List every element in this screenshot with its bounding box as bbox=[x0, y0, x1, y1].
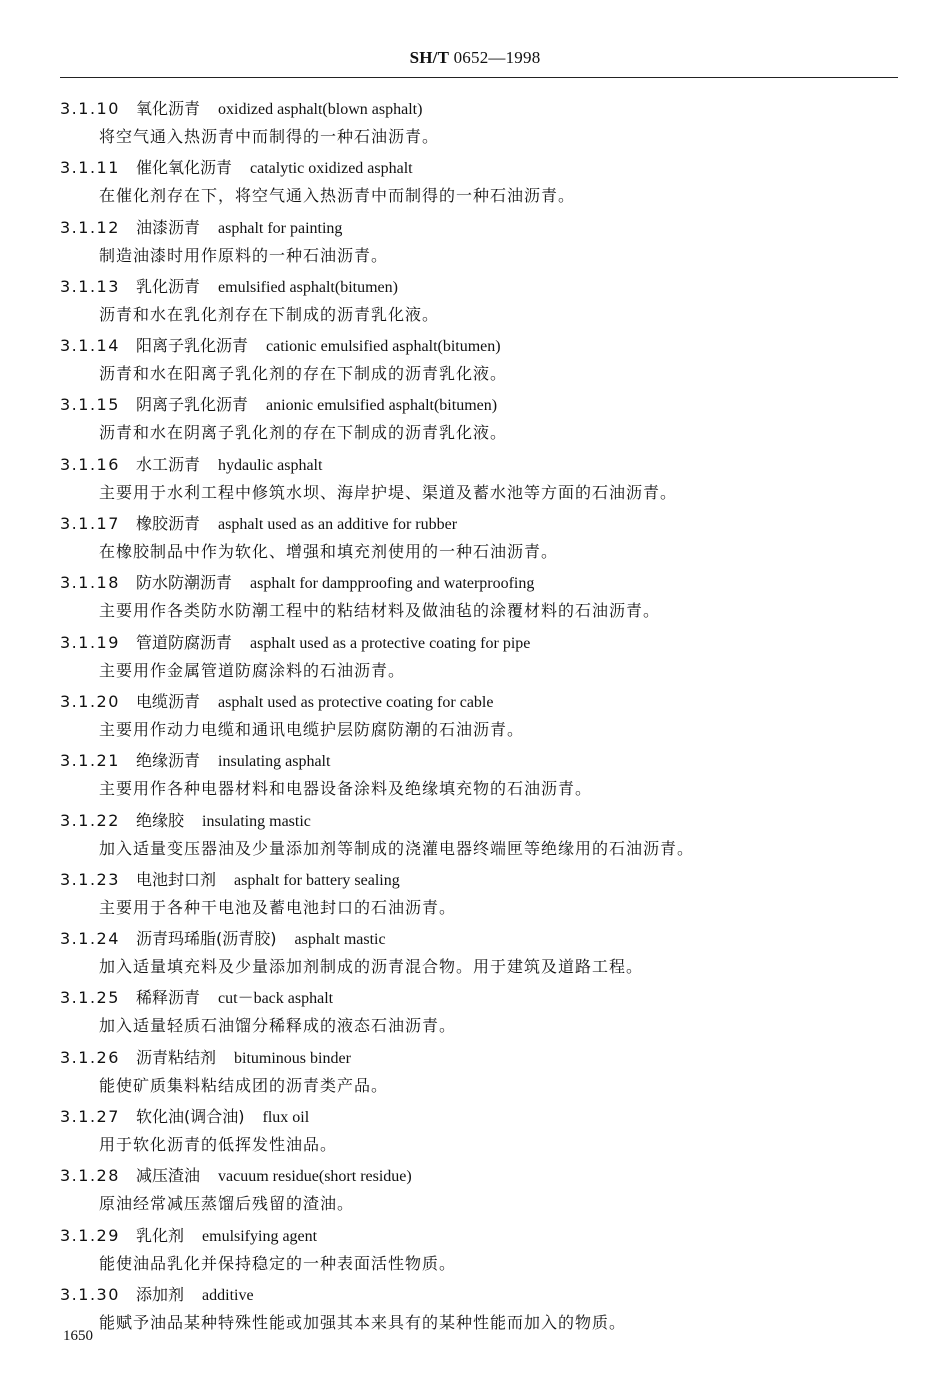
term-entry bbox=[0, 215, 950, 274]
term-number: 3.1.24 bbox=[60, 929, 120, 949]
term-line bbox=[60, 157, 413, 180]
term-chinese: 防水防潮沥青 bbox=[136, 573, 233, 593]
term-definition: 沥青和水在乳化剂存在下制成的沥青乳化液。 bbox=[99, 304, 440, 324]
term-chinese: 绝缘沥青 bbox=[136, 751, 201, 771]
term-line bbox=[60, 928, 386, 951]
page-number: 1650 bbox=[63, 1328, 93, 1344]
term-entry bbox=[0, 808, 950, 867]
term-english: flux oil bbox=[262, 1109, 310, 1127]
page-header bbox=[0, 48, 950, 68]
term-english: cationic emulsified asphalt(bitumen) bbox=[266, 338, 501, 356]
term-entry bbox=[0, 392, 950, 451]
term-english: asphalt used as an additive for rubber bbox=[218, 516, 458, 534]
term-number: 3.1.14 bbox=[60, 336, 120, 356]
term-list bbox=[0, 96, 950, 1341]
term-entry bbox=[0, 985, 950, 1044]
term-entry bbox=[0, 1104, 950, 1163]
term-line bbox=[60, 1106, 309, 1129]
term-chinese: 氧化沥青 bbox=[136, 99, 201, 118]
term-entry bbox=[0, 333, 950, 392]
term-english: insulating mastic bbox=[202, 812, 311, 830]
term-line bbox=[60, 869, 400, 892]
term-number: 3.1.16 bbox=[60, 454, 120, 474]
term-entry bbox=[0, 511, 950, 570]
term-number: 3.1.10 bbox=[60, 99, 120, 118]
term-line bbox=[60, 1225, 317, 1248]
standard-code: SH/T bbox=[409, 48, 450, 67]
standard-number: 0652—1998 bbox=[453, 48, 541, 67]
term-entry bbox=[0, 96, 950, 155]
term-line bbox=[60, 987, 333, 1010]
term-number: 3.1.13 bbox=[60, 276, 120, 296]
term-entry bbox=[0, 748, 950, 807]
term-definition: 在催化剂存在下，将空气通入热沥青中而制得的一种石油沥青。 bbox=[99, 186, 576, 206]
term-entry bbox=[0, 1045, 950, 1104]
term-definition: 能使油品乳化并保持稳定的一种表面活性物质。 bbox=[99, 1253, 457, 1273]
term-chinese: 沥青玛琋脂(沥青胶) bbox=[136, 929, 277, 949]
term-entry bbox=[0, 155, 950, 214]
term-number: 3.1.22 bbox=[60, 810, 120, 830]
term-line bbox=[60, 276, 398, 299]
term-english: insulating asphalt bbox=[218, 753, 331, 771]
term-line bbox=[60, 394, 497, 417]
term-chinese: 橡胶沥青 bbox=[136, 514, 201, 534]
term-line bbox=[60, 217, 342, 240]
term-english: vacuum residue(short residue) bbox=[218, 1168, 412, 1186]
term-chinese: 添加剂 bbox=[136, 1284, 185, 1304]
term-chinese: 催化氧化沥青 bbox=[136, 158, 233, 178]
term-line bbox=[60, 750, 330, 773]
term-chinese: 水工沥青 bbox=[136, 454, 201, 474]
term-english: asphalt for painting bbox=[218, 219, 343, 237]
term-definition: 加入适量轻质石油馏分稀释成的液态石油沥青。 bbox=[99, 1016, 457, 1036]
term-number: 3.1.11 bbox=[60, 158, 120, 178]
term-definition: 主要用作金属管道防腐涂料的石油沥青。 bbox=[99, 660, 406, 680]
term-english: emulsified asphalt(bitumen) bbox=[218, 278, 398, 296]
term-definition: 沥青和水在阴离子乳化剂的存在下制成的沥青乳化液。 bbox=[99, 423, 508, 443]
term-chinese: 阴离子乳化沥青 bbox=[136, 395, 249, 415]
term-english: catalytic oxidized asphalt bbox=[250, 160, 413, 178]
term-definition: 主要用于各种干电池及蓄电池封口的石油沥青。 bbox=[99, 897, 457, 917]
term-definition: 用于软化沥青的低挥发性油品。 bbox=[99, 1135, 338, 1155]
term-line bbox=[60, 810, 311, 833]
term-entry bbox=[0, 452, 950, 511]
term-english: bituminous binder bbox=[234, 1049, 351, 1067]
header-rule bbox=[60, 77, 898, 78]
term-definition: 加入适量变压器油及少量添加剂等制成的浇灌电器终端匣等绝缘用的石油沥青。 bbox=[99, 838, 695, 858]
term-definition: 将空气通入热沥青中而制得的一种石油沥青。 bbox=[99, 127, 440, 146]
term-chinese: 稀释沥青 bbox=[136, 988, 201, 1008]
term-line bbox=[60, 98, 422, 121]
term-number: 3.1.21 bbox=[60, 751, 120, 771]
term-chinese: 乳化沥青 bbox=[136, 276, 201, 296]
term-number: 3.1.30 bbox=[60, 1284, 120, 1304]
term-entry bbox=[0, 926, 950, 985]
term-number: 3.1.17 bbox=[60, 514, 120, 534]
term-chinese: 软化油(调合油) bbox=[136, 1107, 245, 1127]
term-english: additive bbox=[202, 1286, 254, 1304]
term-number: 3.1.19 bbox=[60, 632, 120, 652]
term-english: asphalt used as a protective coating for pipe bbox=[250, 634, 531, 652]
term-definition: 原油经常减压蒸馏后残留的渣油。 bbox=[99, 1194, 355, 1214]
term-number: 3.1.28 bbox=[60, 1166, 120, 1186]
term-number: 3.1.23 bbox=[60, 869, 120, 889]
term-entry bbox=[0, 274, 950, 333]
term-english: oxidized asphalt(blown asphalt) bbox=[218, 101, 423, 118]
term-english: asphalt used as protective coating for cable bbox=[218, 693, 494, 711]
term-entry bbox=[0, 689, 950, 748]
term-line bbox=[60, 335, 501, 358]
term-entry bbox=[0, 867, 950, 926]
term-line bbox=[60, 572, 534, 595]
term-line bbox=[60, 454, 322, 477]
term-number: 3.1.12 bbox=[60, 217, 120, 237]
term-entry bbox=[0, 630, 950, 689]
term-chinese: 减压渣油 bbox=[136, 1166, 201, 1186]
term-number: 3.1.15 bbox=[60, 395, 120, 415]
term-entry bbox=[0, 1223, 950, 1282]
term-number: 3.1.26 bbox=[60, 1047, 120, 1067]
term-english: anionic emulsified asphalt(bitumen) bbox=[266, 397, 498, 415]
term-number: 3.1.29 bbox=[60, 1225, 120, 1245]
term-definition: 主要用作各类防水防潮工程中的粘结材料及做油毡的涂覆材料的石油沥青。 bbox=[99, 601, 661, 621]
term-definition: 能赋予油品某种特殊性能或加强其本来具有的某种性能而加入的物质。 bbox=[99, 1312, 627, 1332]
term-definition: 制造油漆时用作原料的一种石油沥青。 bbox=[99, 245, 389, 265]
term-definition: 在橡胶制品中作为软化、增强和填充剂使用的一种石油沥青。 bbox=[99, 542, 559, 562]
term-number: 3.1.18 bbox=[60, 573, 120, 593]
term-english: asphalt for dampproofing and waterproofing bbox=[250, 575, 535, 593]
term-english: cut－back asphalt bbox=[218, 990, 334, 1008]
term-chinese: 油漆沥青 bbox=[136, 217, 201, 237]
term-chinese: 电缆沥青 bbox=[136, 691, 201, 711]
term-chinese: 沥青粘结剂 bbox=[136, 1047, 217, 1067]
term-english: hydaulic asphalt bbox=[218, 456, 323, 474]
term-line bbox=[60, 513, 457, 536]
term-line bbox=[60, 1284, 254, 1307]
term-english: emulsifying agent bbox=[202, 1227, 318, 1245]
term-entry bbox=[0, 1282, 950, 1341]
term-chinese: 绝缘胶 bbox=[136, 810, 185, 830]
term-line bbox=[60, 691, 493, 714]
term-definition: 主要用于水利工程中修筑水坝、海岸护堤、渠道及蓄水池等方面的石油沥青。 bbox=[99, 482, 678, 502]
term-line bbox=[60, 632, 530, 655]
term-number: 3.1.25 bbox=[60, 988, 120, 1008]
term-chinese: 管道防腐沥青 bbox=[136, 632, 233, 652]
term-chinese: 乳化剂 bbox=[136, 1225, 185, 1245]
term-definition: 主要用作各种电器材料和电器设备涂料及绝缘填充物的石油沥青。 bbox=[99, 779, 593, 799]
term-definition: 加入适量填充料及少量添加剂制成的沥青混合物。用于建筑及道路工程。 bbox=[99, 957, 644, 977]
term-line bbox=[60, 1047, 351, 1070]
term-definition: 主要用作动力电缆和通讯电缆护层防腐防潮的石油沥青。 bbox=[99, 719, 525, 739]
term-line bbox=[60, 1165, 412, 1188]
term-number: 3.1.20 bbox=[60, 691, 120, 711]
term-chinese: 电池封口剂 bbox=[136, 869, 217, 889]
term-number: 3.1.27 bbox=[60, 1107, 120, 1127]
term-definition: 能使矿质集料粘结成团的沥青类产品。 bbox=[99, 1075, 389, 1095]
term-english: asphalt mastic bbox=[294, 931, 386, 949]
term-definition: 沥青和水在阳离子乳化剂的存在下制成的沥青乳化液。 bbox=[99, 364, 508, 384]
term-chinese: 阳离子乳化沥青 bbox=[136, 336, 249, 356]
term-english: asphalt for battery sealing bbox=[234, 871, 400, 889]
term-entry bbox=[0, 570, 950, 629]
term-entry bbox=[0, 1163, 950, 1222]
